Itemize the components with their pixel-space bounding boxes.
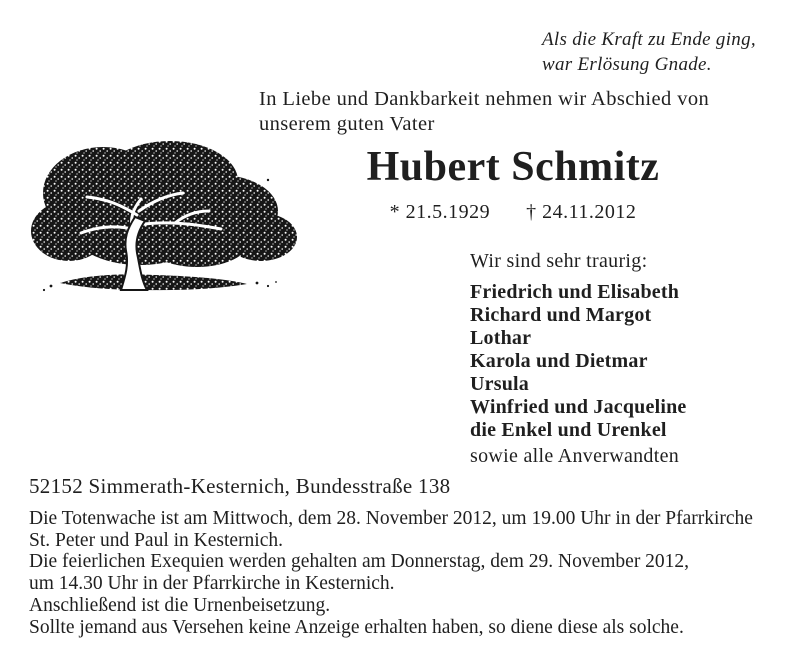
mourner-line: Friedrich und Elisabeth: [470, 281, 680, 303]
intro-line: unserem guten Vater: [259, 113, 435, 135]
funeral-details: [29, 508, 753, 638]
epigraph: [542, 27, 756, 77]
address-line: 52152 Simmerath-Kesternich, Bundesstraße 138: [29, 474, 451, 498]
detail-line: Die Totenwache ist am Mittwoch, dem 28. November 2012, um 19.00 Uhr in der Pfarrkirche: [29, 508, 753, 529]
detail-line: um 14.30 Uhr in der Pfarrkirche in Kesternich.: [29, 573, 395, 595]
death-date: † 24.11.2012: [526, 201, 637, 223]
detail-line: Anschließend ist die Urnenbeisetzung.: [29, 594, 331, 616]
detail-line: St. Peter und Paul in Kesternich.: [29, 529, 284, 551]
mourner-line: Ursula: [470, 373, 529, 395]
birth-date: * 21.5.1929: [389, 201, 491, 223]
mourners-list: [470, 281, 687, 442]
epigraph-line: Als die Kraft zu Ende ging,: [542, 29, 756, 50]
mourner-line: die Enkel und Urenkel: [470, 419, 667, 441]
detail-line: Die feierlichen Exequien werden gehalten am Donnerstag, dem 29. November 2012,: [29, 551, 690, 573]
intro-text: [259, 87, 709, 137]
mourning-intro: Wir sind sehr traurig:: [470, 250, 648, 272]
mourner-line: Winfried und Jacqueline: [470, 396, 687, 418]
mourner-line: Karola und Dietmar: [470, 350, 648, 372]
mourner-line: Lothar: [470, 327, 532, 349]
mourner-line: Richard und Margot: [470, 304, 652, 326]
detail-line: Sollte jemand aus Versehen keine Anzeige erhalten haben, so diene diese als solche.: [29, 616, 684, 638]
intro-line: In Liebe und Dankbarkeit nehmen wir Abschied von: [259, 88, 710, 110]
life-dates: [293, 201, 733, 224]
deceased-name: Hubert Schmitz: [366, 144, 660, 190]
death-symbol: †: [526, 201, 537, 223]
mourners-suffix: sowie alle Anverwandten: [470, 445, 680, 467]
epigraph-line: war Erlösung Gnade.: [542, 54, 712, 75]
tree-engraving-icon: [25, 133, 305, 308]
birth-symbol: *: [389, 201, 401, 223]
